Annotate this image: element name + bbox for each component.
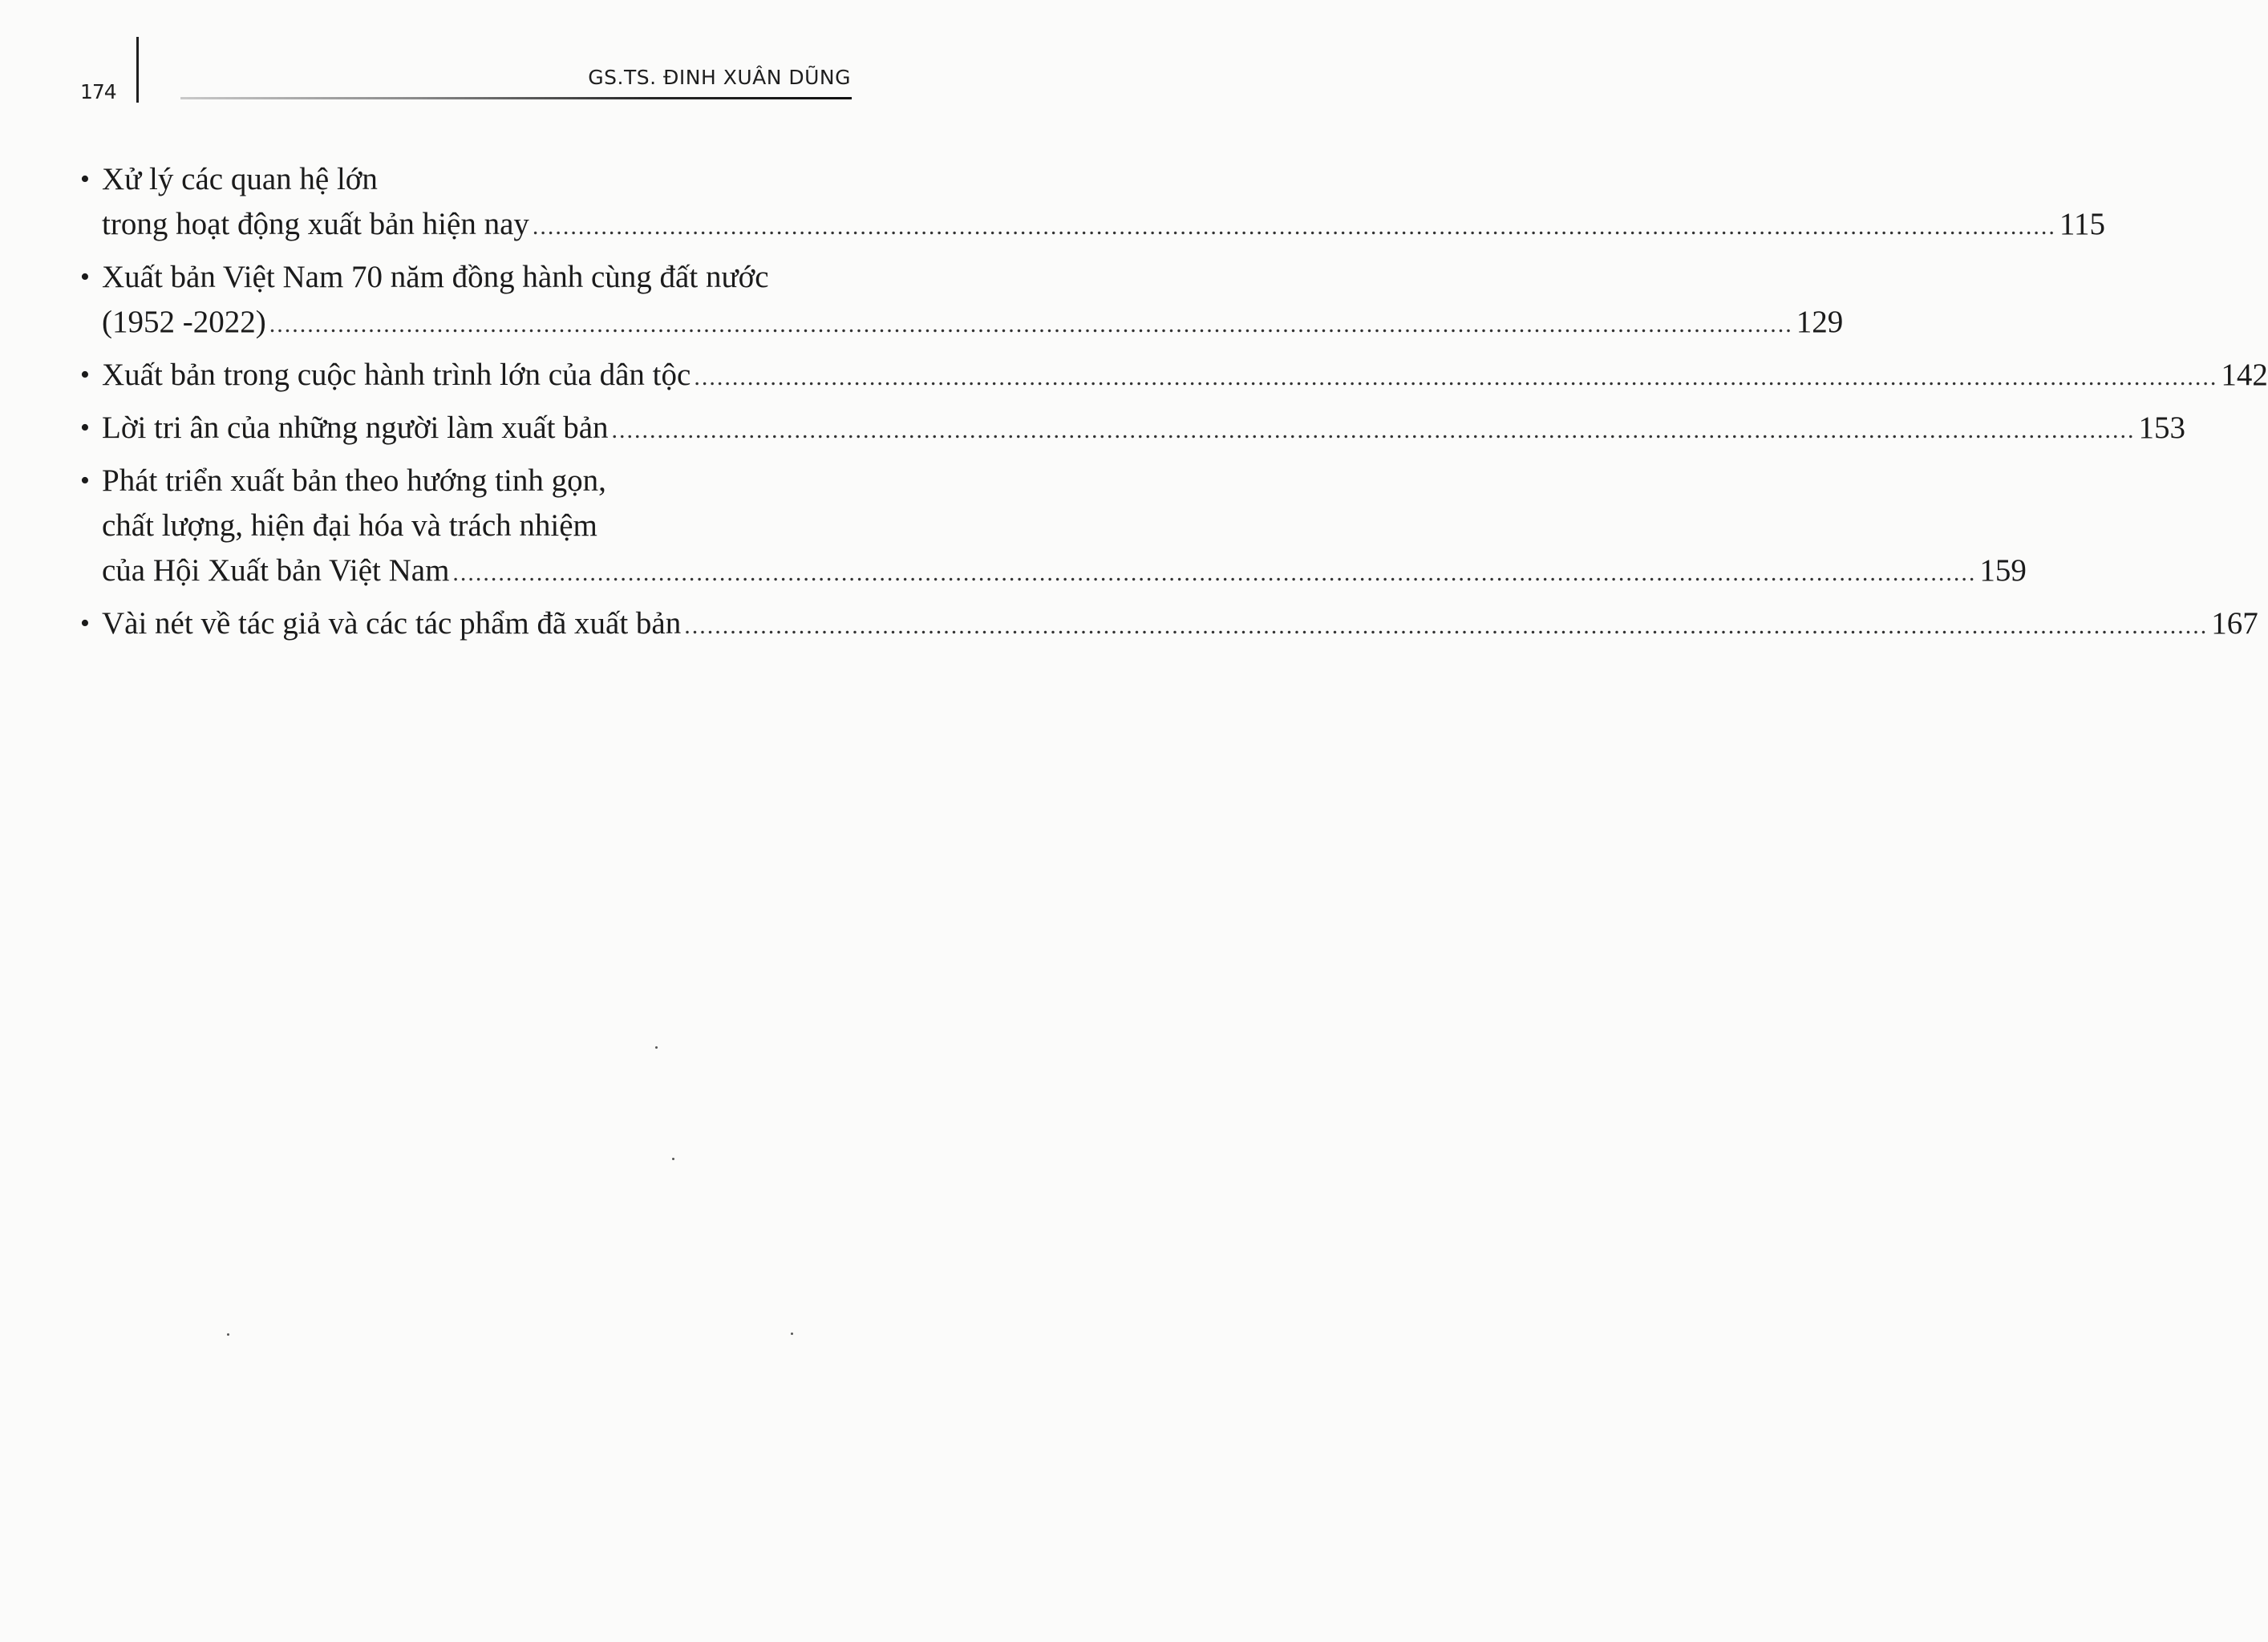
bullet-icon: •	[80, 609, 90, 638]
toc-page-number: 115	[2059, 207, 2105, 241]
dot-leader: ........................................................................................................................................................................................................	[532, 213, 2056, 240]
toc-entry-title-line: của Hội Xuất bản Việt Nam	[102, 553, 450, 588]
header-vertical-bar	[136, 37, 139, 103]
toc-page-number: 159	[1979, 553, 2027, 588]
toc-entry-title-line: Lời tri ân của những người làm xuất bản	[102, 410, 609, 445]
toc-entry-title-line: (1952 -2022)	[102, 305, 266, 339]
toc-page-number: 167	[2211, 606, 2258, 641]
toc-entry-title-line: trong hoạt động xuất bản hiện nay	[102, 207, 529, 241]
toc-entry-title-line: Xuất bản Việt Nam 70 năm đồng hành cùng đất nước	[102, 260, 769, 294]
toc-entry-last-line	[102, 300, 1844, 347]
toc-page-number: 129	[1796, 305, 1844, 339]
bullet-icon: •	[80, 413, 90, 443]
toc-entry-last-line	[102, 406, 2186, 453]
toc-entry-title-line: chất lượng, hiện đại hóa và trách nhiệm	[102, 508, 597, 543]
print-speck	[791, 1333, 793, 1335]
toc-entry	[80, 157, 2105, 249]
toc-entry	[80, 406, 2186, 453]
toc-page-number: 153	[2138, 410, 2186, 445]
toc-entry-last-line	[102, 548, 2027, 596]
bullet-icon: •	[80, 466, 90, 495]
toc-entry	[80, 353, 2268, 400]
table-of-contents	[80, 157, 2268, 654]
print-speck	[672, 1158, 674, 1160]
dot-leader: ........................................................................................................................................................................................................	[684, 613, 2209, 639]
toc-entry	[80, 255, 1844, 347]
toc-entry-last-line	[102, 353, 2268, 400]
running-head: GS.TS. ĐINH XUÂN DŨNG	[588, 66, 851, 89]
print-speck	[227, 1333, 229, 1336]
dot-leader: ........................................................................................................................................................................................................	[694, 364, 2218, 390]
bullet-icon: •	[80, 164, 90, 194]
toc-page-number: 142	[2221, 358, 2268, 392]
print-speck	[655, 1046, 658, 1049]
bullet-icon: •	[80, 262, 90, 292]
toc-entry-last-line	[102, 202, 2105, 249]
toc-entry	[80, 459, 2027, 596]
header-rule	[180, 97, 852, 99]
dot-leader: ........................................................................................................................................................................................................	[611, 417, 2136, 443]
dot-leader: ........................................................................................................................................................................................................	[269, 311, 1793, 338]
toc-entry-title-line: Xử lý các quan hệ lớn	[102, 162, 378, 196]
page-number: 174	[80, 80, 116, 103]
toc-entry-last-line	[102, 601, 2258, 649]
toc-entry-title-line: Vài nét về tác giả và các tác phẩm đã xuất bản	[102, 606, 682, 641]
toc-entry-title-line: Phát triển xuất bản theo hướng tinh gọn,	[102, 463, 606, 498]
bullet-icon: •	[80, 360, 90, 390]
toc-entry	[80, 601, 2258, 649]
toc-entry-title-line: Xuất bản trong cuộc hành trình lớn của dân tộc	[102, 358, 691, 392]
dot-leader: ........................................................................................................................................................................................................	[452, 560, 1977, 586]
